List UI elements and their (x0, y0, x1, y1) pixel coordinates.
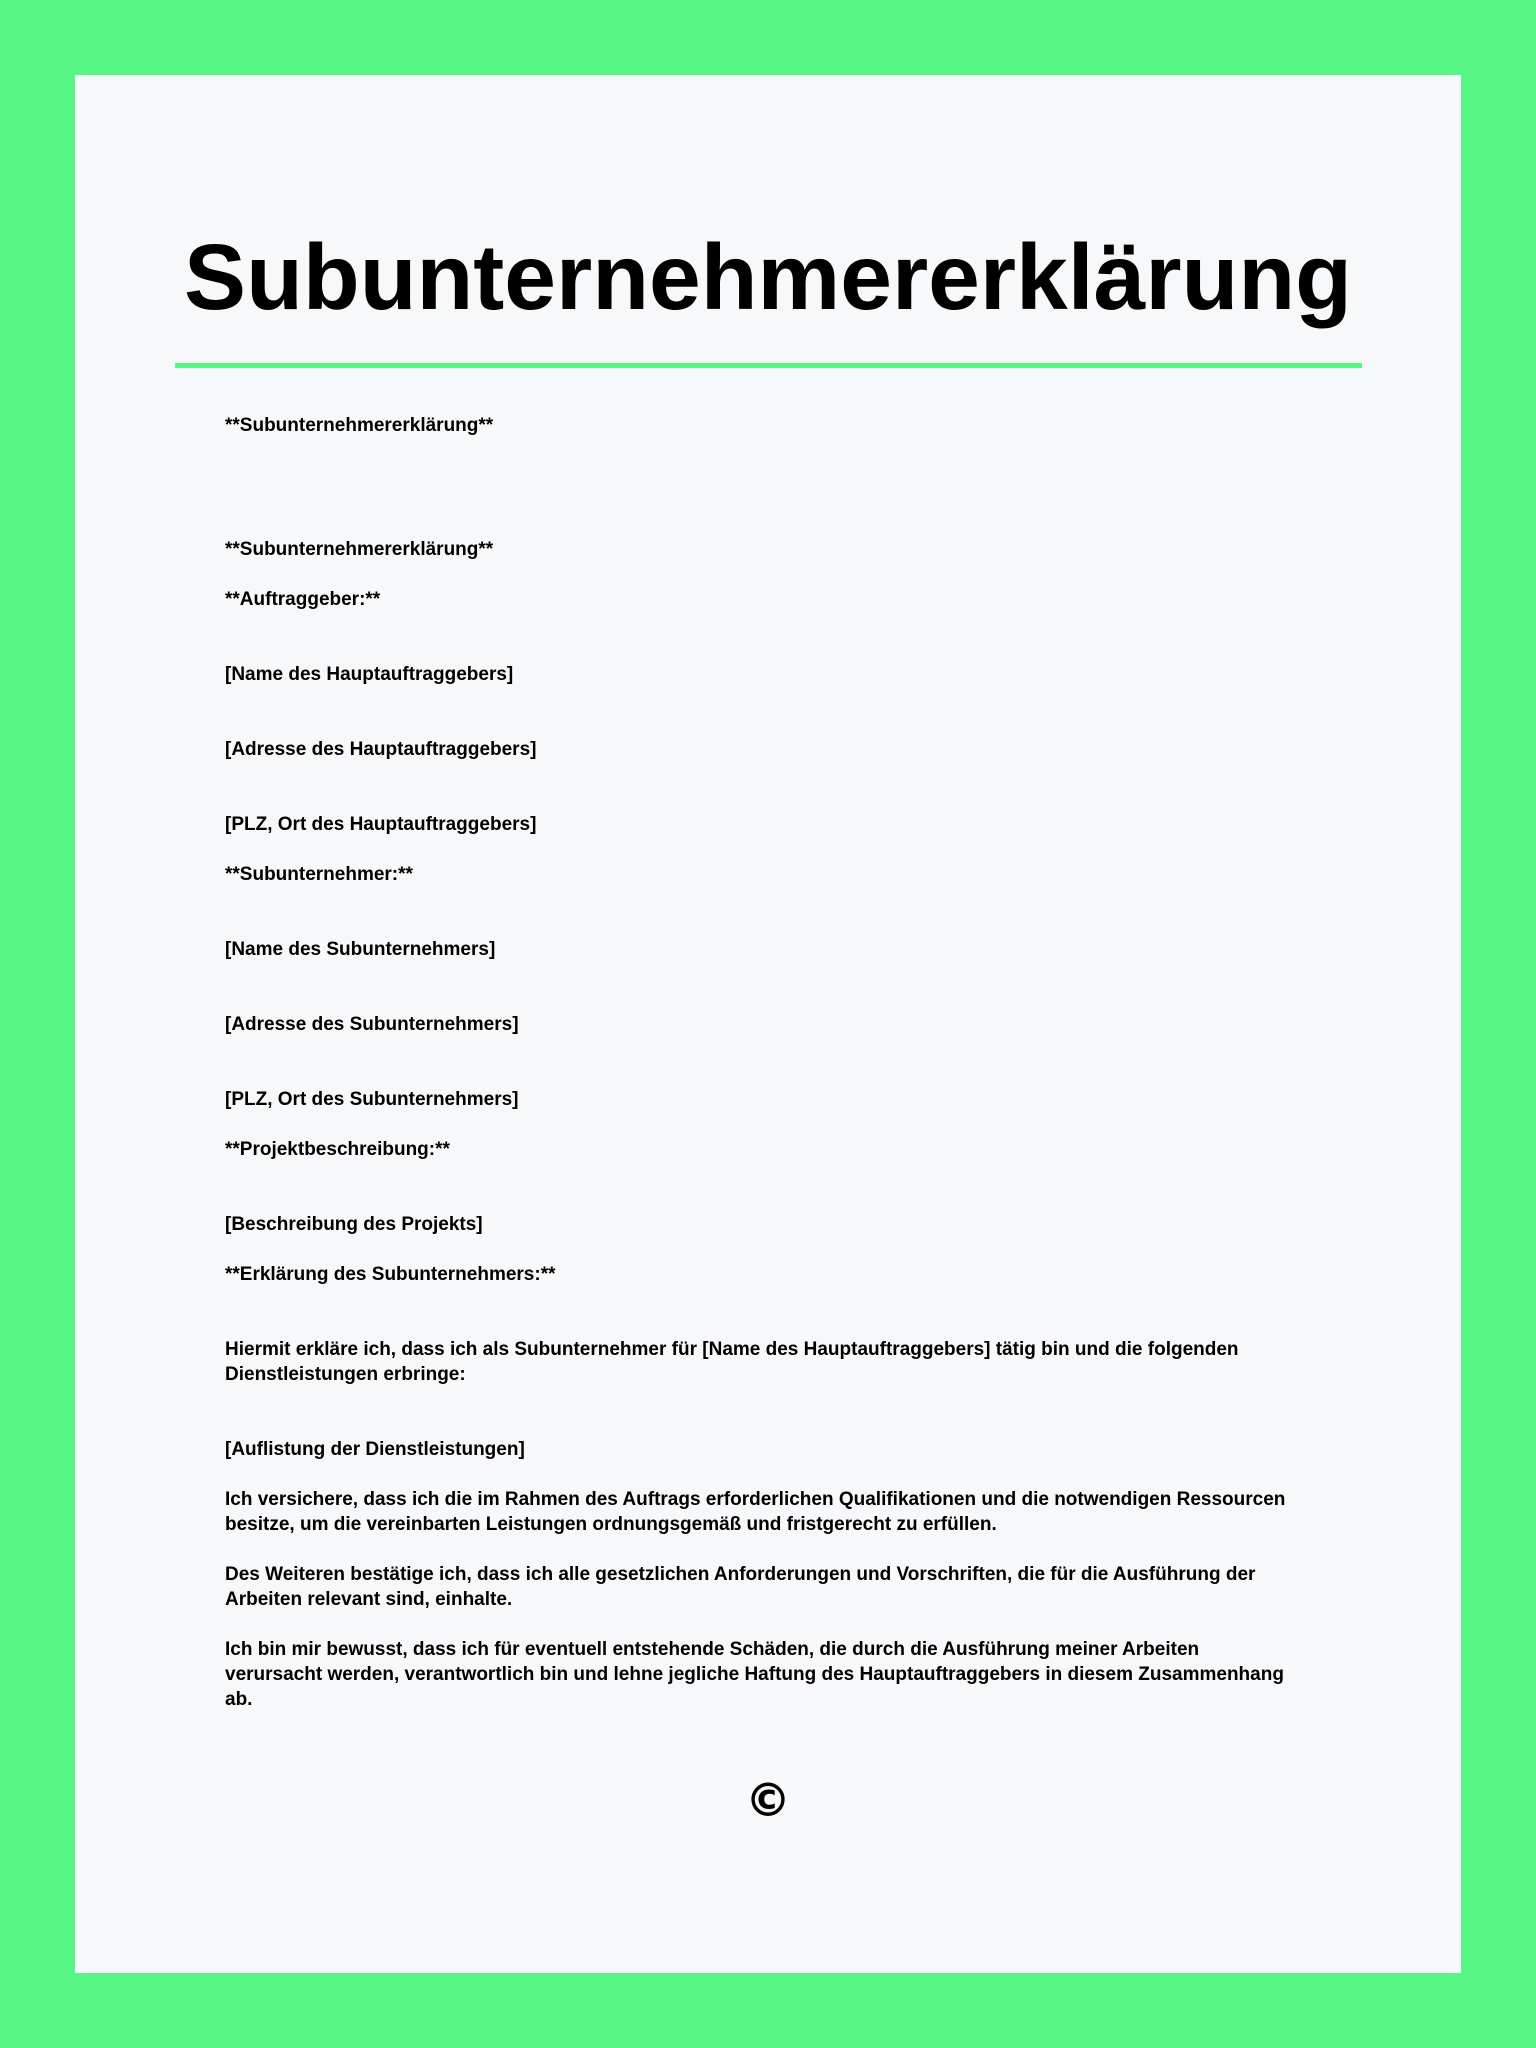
title-divider (175, 363, 1362, 368)
client-section (225, 587, 1425, 837)
copyright-icon: © (745, 1773, 791, 1827)
subcontractor-section (225, 862, 1425, 1112)
client-name: [Name des Hauptauftraggebers] (225, 664, 514, 685)
declaration-liability-line: ab. (225, 1689, 253, 1710)
declaration-label: **Erklärung des Subunternehmers:** (225, 1264, 556, 1285)
declaration-liability (225, 1637, 1425, 1712)
declaration-section (225, 1262, 1425, 1712)
subcontractor-label: **Subunternehmer:** (225, 864, 413, 885)
document-body (225, 413, 1425, 1712)
declaration-assurance (225, 1487, 1425, 1537)
project-section (225, 1137, 1425, 1237)
client-city: [PLZ, Ort des Hauptauftraggebers] (225, 814, 537, 835)
client-address: [Adresse des Hauptauftraggebers] (225, 739, 537, 760)
declaration-compliance (225, 1562, 1425, 1612)
subcontractor-city: [PLZ, Ort des Subunternehmers] (225, 1089, 519, 1110)
project-description: [Beschreibung des Projekts] (225, 1214, 483, 1235)
document-page (75, 75, 1461, 1973)
subcontractor-address: [Adresse des Subunternehmers] (225, 1014, 519, 1035)
subcontractor-name: [Name des Subunternehmers] (225, 939, 496, 960)
declaration-compliance-line: Arbeiten relevant sind, einhalte. (225, 1589, 513, 1610)
client-label: **Auftraggeber:** (225, 589, 381, 610)
declaration-liability-line: verursacht werden, verantwortlich bin und lehne jegliche Haftung des Hauptauftraggebers in diesem Zusammenhang (225, 1664, 1284, 1685)
heading-repeat: **Subunternehmererklärung** (225, 539, 494, 560)
project-label: **Projektbeschreibung:** (225, 1139, 450, 1160)
declaration-assurance-line: besitze, um die vereinbarten Leistungen ordnungsgemäß und fristgerecht zu erfüllen. (225, 1514, 997, 1535)
declaration-assurance-line: Ich versichere, dass ich die im Rahmen des Auftrags erforderlichen Qualifikationen und die notwendigen Ressourcen (225, 1489, 1286, 1510)
declaration-intro-line: Hiermit erkläre ich, dass ich als Subunternehmer für [Name des Hauptauftraggebers] tätig bin und die folgenden (225, 1339, 1239, 1360)
declaration-intro (225, 1337, 1425, 1387)
declaration-compliance-line: Des Weiteren bestätige ich, dass ich alle gesetzlichen Anforderungen und Vorschriften, die für die Ausführung der (225, 1564, 1256, 1585)
declaration-liability-line: Ich bin mir bewusst, dass ich für eventuell entstehende Schäden, die durch die Ausführung meiner Arbeiten (225, 1639, 1200, 1660)
declaration-services: [Auflistung der Dienstleistungen] (225, 1439, 525, 1460)
declaration-intro-line: Dienstleistungen erbringe: (225, 1364, 466, 1385)
document-title: Subunternehmererklärung (184, 225, 1352, 329)
heading-top: **Subunternehmererklärung** (225, 415, 494, 436)
